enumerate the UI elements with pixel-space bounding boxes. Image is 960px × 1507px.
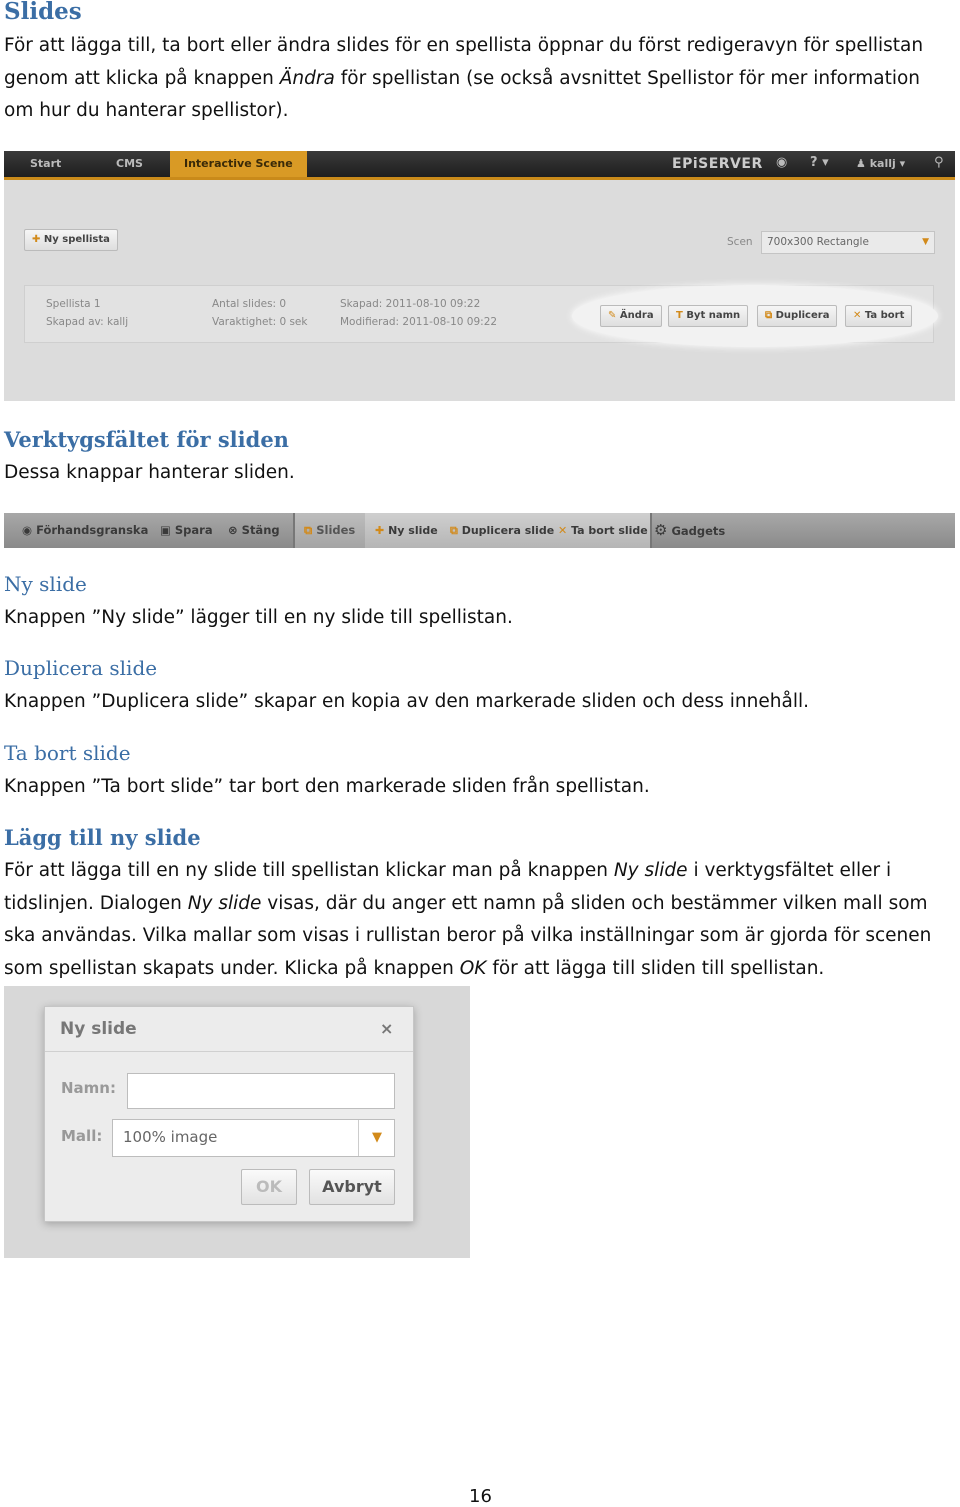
ok-button[interactable]: OK: [241, 1169, 297, 1205]
lagg-till-line-1: För att lägga till en ny slide till spellistan klickar man på knappen Ny slide i verktygsfältet eller i: [4, 860, 892, 881]
gear-icon: ⚙: [654, 521, 668, 539]
slide-toolbar-screenshot: [4, 513, 955, 548]
top-navigation-bar: [4, 151, 955, 180]
duplicera-text: Knappen ”Duplicera slide” skapar en kopia av den markerade sliden och dess innehåll.: [4, 691, 809, 712]
playlist-screenshot: [4, 151, 955, 401]
toolbar-text: Dessa knappar hanterar sliden.: [4, 462, 295, 483]
add-icon: ✚: [375, 524, 385, 537]
episerver-logo: EPiSERVER: [672, 156, 763, 172]
delete-icon: ✕: [558, 524, 568, 537]
search-icon[interactable]: ⚲: [934, 155, 944, 170]
andra-button[interactable]: ✎ Ändra: [600, 305, 662, 327]
slides-tab[interactable]: ⧉ Slides: [304, 523, 356, 537]
playlist-meta-2: Antal slides: 0 Varaktighet: 0 sek: [212, 298, 308, 328]
ta-bort-slide-button[interactable]: ✕ Ta bort slide: [558, 524, 648, 537]
lagg-till-line-4: som spellistan skapats under. Klicka på knappen OK för att lägga till sliden till spellistan.: [4, 957, 825, 979]
lagg-till-paragraph: [4, 855, 931, 985]
tab-interactive-scene[interactable]: Interactive Scene: [170, 151, 307, 177]
toolbar-heading: Verktygsfältet för sliden: [4, 427, 289, 452]
help-icon[interactable]: ? ▾: [810, 155, 829, 170]
copy-icon: ⧉: [765, 310, 773, 321]
intro-line-2: genom att klicka på knappen Ändra för spellistan (se också avsnittet Spellistor för mer information: [4, 67, 921, 89]
tab-start[interactable]: Start: [30, 157, 62, 170]
namn-label: Namn:: [61, 1079, 116, 1097]
copy-icon: ⧉: [450, 524, 458, 537]
playlist-meta-3: Skapad: 2011-08-10 09:22 Modifierad: 2011-08-10 09:22: [340, 298, 498, 328]
namn-input[interactable]: [127, 1073, 395, 1109]
cancel-button[interactable]: Avbryt: [309, 1169, 395, 1205]
ny-slide-button[interactable]: ✚ Ny slide: [375, 524, 438, 537]
dialog-title: Ny slide: [60, 1019, 137, 1039]
ny-slide-dialog-screenshot: [4, 986, 470, 1258]
dialog-divider: [45, 1051, 413, 1052]
delete-icon: ✕: [853, 310, 862, 321]
ny-slide-text: Knappen ”Ny slide” lägger till en ny slide till spellistan.: [4, 607, 513, 628]
tab-cms[interactable]: CMS: [116, 157, 143, 170]
slides-icon: ⧉: [304, 523, 313, 537]
intro-paragraph: [4, 30, 923, 128]
ta-bort-button[interactable]: ✕ Ta bort: [845, 305, 912, 327]
save-icon: ▣: [160, 523, 171, 537]
save-button[interactable]: ▣ Spara: [160, 523, 213, 537]
chevron-down-icon: ▼: [358, 1120, 395, 1156]
eye-icon: ◉: [22, 523, 33, 537]
page-number: 16: [469, 1486, 492, 1507]
lagg-till-heading: Lägg till ny slide: [4, 825, 201, 850]
playlist-meta-1: Spellista 1 Skapad av: kallj: [46, 298, 129, 328]
close-icon: ⊗: [228, 523, 238, 537]
duplicera-heading: Duplicera slide: [4, 656, 158, 680]
ny-spellista-button[interactable]: ✚ Ny spellista: [24, 229, 118, 251]
ny-slide-dialog: [44, 1006, 414, 1222]
duplicera-button[interactable]: ⧉ Duplicera: [757, 305, 837, 327]
pencil-icon: ✎: [608, 310, 617, 321]
ta-bort-heading: Ta bort slide: [4, 741, 131, 765]
lagg-till-line-2: tidslinjen. Dialogen Ny slide visas, där du anger ett namn på sliden och bestämmer vilken mall som: [4, 892, 928, 914]
close-icon[interactable]: ×: [380, 1019, 394, 1038]
eye-icon[interactable]: ◉: [776, 155, 788, 170]
mall-label: Mall:: [61, 1127, 103, 1145]
mall-select[interactable]: 100% image ▼: [112, 1119, 395, 1157]
intro-line-3: om hur du hanterar spellistor).: [4, 100, 289, 121]
scen-label: Scen: [727, 236, 753, 248]
duplicera-slide-button[interactable]: ⧉ Duplicera slide: [450, 524, 555, 537]
close-button[interactable]: ⊗ Stäng: [228, 523, 280, 537]
page-title: Slides: [4, 0, 82, 25]
gadgets-button[interactable]: ⚙ Gadgets: [654, 521, 726, 539]
user-menu[interactable]: ♟ kallj ▾: [856, 157, 906, 170]
ny-slide-heading: Ny slide: [4, 572, 87, 596]
add-icon: ✚: [32, 234, 41, 245]
lagg-till-line-3: ska användas. Vilka mallar som visas i rullistan beror på vilka inställningar som är gjorda för scenen: [4, 925, 932, 946]
byt-namn-button[interactable]: T Byt namn: [668, 305, 748, 327]
preview-button[interactable]: ◉ Förhandsgranska: [22, 523, 149, 537]
ta-bort-text: Knappen ”Ta bort slide” tar bort den markerade sliden från spellistan.: [4, 776, 650, 797]
intro-line-1: För att lägga till, ta bort eller ändra slides för en spellista öppnar du först redigeravyn för spellistan: [4, 35, 924, 56]
scen-select[interactable]: 700x300 Rectangle ▼: [761, 231, 935, 254]
chevron-down-icon: ▼: [922, 237, 929, 247]
rename-icon: T: [676, 310, 683, 321]
